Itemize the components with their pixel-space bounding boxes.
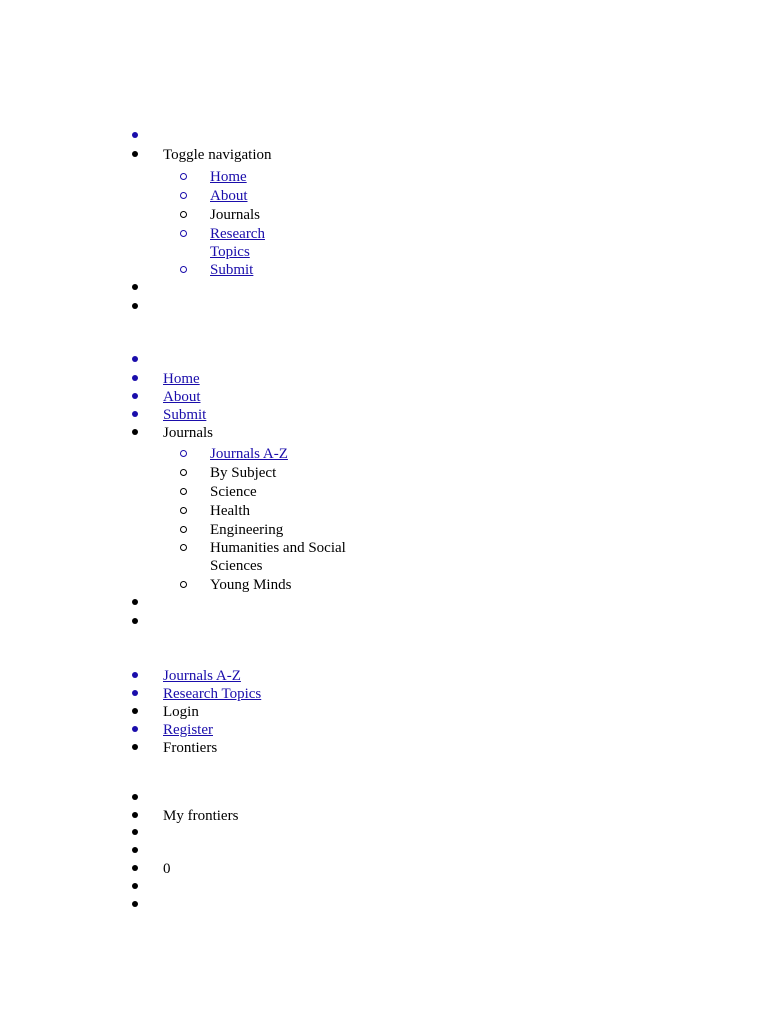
bullet-icon bbox=[132, 303, 138, 309]
bullet-icon bbox=[132, 847, 138, 853]
circle-bullet-icon bbox=[180, 266, 187, 273]
submit-link[interactable]: Submit bbox=[210, 262, 254, 278]
circle-bullet-icon bbox=[180, 526, 187, 533]
circle-bullet-icon bbox=[180, 507, 187, 514]
humanities-label-line1[interactable]: Humanities and Social bbox=[210, 540, 346, 556]
frontiers-label[interactable]: Frontiers bbox=[163, 740, 218, 756]
journals-az-link[interactable]: Journals A-Z bbox=[210, 446, 288, 462]
bullet-icon bbox=[132, 744, 138, 750]
health-label[interactable]: Health bbox=[210, 503, 250, 519]
my-frontiers-label[interactable]: My frontiers bbox=[163, 808, 239, 824]
circle-bullet-icon bbox=[180, 581, 187, 588]
about-link[interactable]: About bbox=[163, 389, 201, 405]
circle-bullet-icon bbox=[180, 488, 187, 495]
bullet-icon bbox=[132, 599, 138, 605]
bullet-icon bbox=[132, 411, 138, 417]
research-topics-link-line1[interactable]: Research bbox=[210, 226, 265, 242]
bullet-icon bbox=[132, 865, 138, 871]
circle-bullet-icon bbox=[180, 211, 187, 218]
count-badge: 0 bbox=[163, 861, 171, 877]
bullet-icon bbox=[132, 794, 138, 800]
circle-bullet-icon bbox=[180, 173, 187, 180]
engineering-label[interactable]: Engineering bbox=[210, 522, 284, 538]
young-minds-label[interactable]: Young Minds bbox=[210, 577, 292, 593]
circle-bullet-icon bbox=[180, 230, 187, 237]
bullet-icon bbox=[132, 356, 138, 362]
circle-bullet-icon bbox=[180, 544, 187, 551]
bullet-icon bbox=[132, 829, 138, 835]
bullet-icon bbox=[132, 883, 138, 889]
home-link[interactable]: Home bbox=[210, 169, 247, 185]
circle-bullet-icon bbox=[180, 469, 187, 476]
home-link[interactable]: Home bbox=[163, 371, 200, 387]
science-label[interactable]: Science bbox=[210, 484, 257, 500]
bullet-icon bbox=[132, 690, 138, 696]
bullet-icon bbox=[132, 393, 138, 399]
by-subject-label: By Subject bbox=[210, 465, 277, 481]
bullet-icon bbox=[132, 429, 138, 435]
journals-label[interactable]: Journals bbox=[210, 207, 260, 223]
circle-bullet-icon bbox=[180, 192, 187, 199]
journals-label[interactable]: Journals bbox=[163, 425, 213, 441]
submit-link[interactable]: Submit bbox=[163, 407, 207, 423]
bullet-icon bbox=[132, 132, 138, 138]
register-link[interactable]: Register bbox=[163, 722, 213, 738]
humanities-label-line2[interactable]: Sciences bbox=[210, 558, 263, 574]
bullet-icon bbox=[132, 708, 138, 714]
bullet-icon bbox=[132, 726, 138, 732]
bullet-icon bbox=[132, 672, 138, 678]
bullet-icon bbox=[132, 284, 138, 290]
bullet-icon bbox=[132, 901, 138, 907]
bullet-icon bbox=[132, 812, 138, 818]
bullet-icon bbox=[132, 151, 138, 157]
login-label[interactable]: Login bbox=[163, 704, 199, 720]
toggle-navigation-label: Toggle navigation bbox=[163, 147, 272, 163]
bullet-icon bbox=[132, 618, 138, 624]
circle-bullet-icon bbox=[180, 450, 187, 457]
research-topics-link-line2[interactable]: Topics bbox=[210, 244, 250, 260]
about-link[interactable]: About bbox=[210, 188, 248, 204]
journals-az-link[interactable]: Journals A-Z bbox=[163, 668, 241, 684]
bullet-icon bbox=[132, 375, 138, 381]
research-topics-link[interactable]: Research Topics bbox=[163, 686, 262, 702]
